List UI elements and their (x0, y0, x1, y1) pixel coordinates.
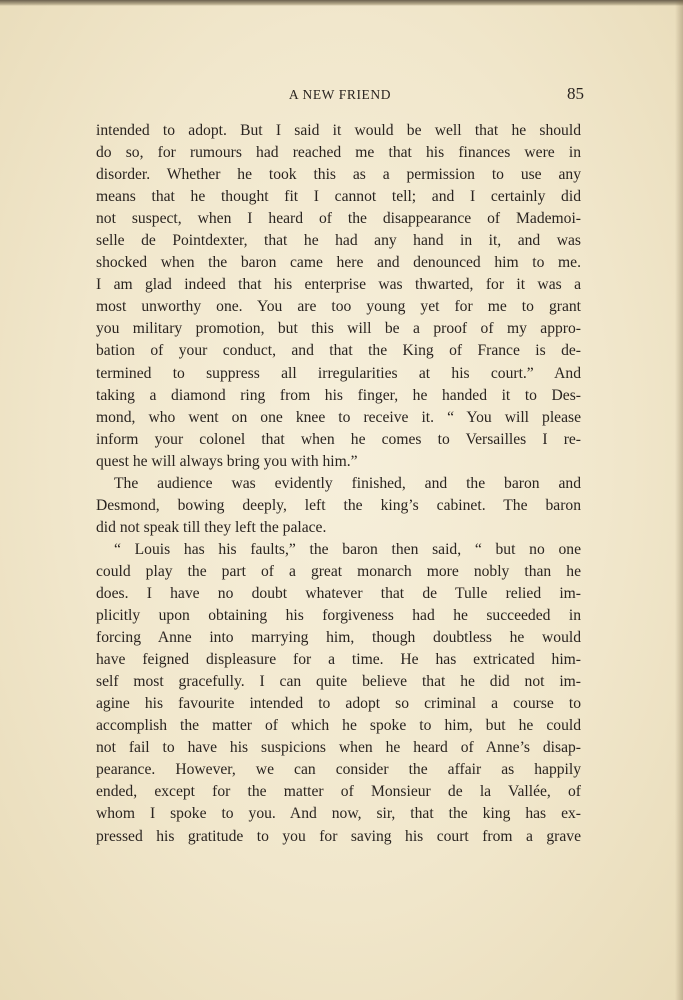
text-line: whom I spoke to you. And now, sir, that the king has ex- (96, 805, 581, 823)
text-line: intended to adopt. But I said it would be well that he should (96, 122, 581, 139)
text-line: forcing Anne into marrying him, though doubtless he would (96, 629, 581, 647)
text-line: “ Louis has his faults,” the baron then said, “ but no one (114, 540, 581, 558)
page-header (96, 84, 584, 106)
text-line: have feigned displeasure for a time. He has extricated him- (96, 651, 581, 669)
text-line: agine his favourite intended to adopt so criminal a course to (96, 695, 581, 713)
text-line: could play the part of a great monarch more nobly than he (96, 562, 581, 580)
page-top-edge (0, 0, 683, 6)
text-line: ended, except for the matter of Monsieur de la Vallée, of (96, 783, 581, 801)
text-line: quest he will always bring you with him.” (96, 452, 358, 470)
text-line: pearance. However, we can consider the affair as happily (96, 761, 581, 779)
text-line: selle de Pointdexter, that he had any hand in it, and was (96, 232, 581, 250)
text-line: you military promotion, but this will be a proof of my appro- (96, 320, 581, 338)
text-line: did not speak till they left the palace. (96, 518, 327, 536)
page-right-edge (675, 0, 683, 1000)
text-line: accomplish the matter of which he spoke to him, but he could (96, 717, 581, 735)
body-text (96, 120, 581, 848)
text-line: does. I have no doubt whatever that de Tulle relied im- (96, 584, 581, 602)
text-line: most unworthy one. You are too young yet for me to grant (96, 298, 581, 316)
text-line: termined to suppress all irregularities at his court.” And (96, 364, 581, 382)
text-line: not fail to have his suspicions when he heard of Anne’s disap- (96, 739, 581, 757)
text-line: plicitly upon obtaining his forgiveness had he succeeded in (96, 607, 581, 625)
text-line: do so, for rumours had reached me that his finances were in (96, 144, 581, 162)
text-line: The audience was evidently finished, and the baron and (114, 474, 581, 492)
text-line: mond, who went on one knee to receive it. “ You will please (96, 408, 581, 426)
text-line: Desmond, bowing deeply, left the king’s cabinet. The baron (96, 496, 581, 514)
text-line: shocked when the baron came here and denounced him to me. (96, 254, 581, 272)
text-line: bation of your conduct, and that the King of France is de- (96, 342, 581, 360)
text-line: I am glad indeed that his enterprise was thwarted, for it was a (96, 276, 581, 294)
text-line: not suspect, when I heard of the disappearance of Mademoi- (96, 210, 581, 228)
text-line: inform your colonel that when he comes to Versailles I re- (96, 430, 581, 448)
text-line: self most gracefully. I can quite believe that he did not im- (96, 673, 581, 691)
text-line: means that he thought fit I cannot tell; and I certainly did (96, 188, 581, 206)
running-title: A NEW FRIEND (288, 87, 392, 102)
text-line: pressed his gratitude to you for saving his court from a grave (96, 827, 581, 845)
text-line: disorder. Whether he took this as a permission to use any (96, 166, 581, 184)
text-line: taking a diamond ring from his finger, he handed it to Des- (96, 386, 581, 404)
page-number: 85 (567, 84, 584, 103)
